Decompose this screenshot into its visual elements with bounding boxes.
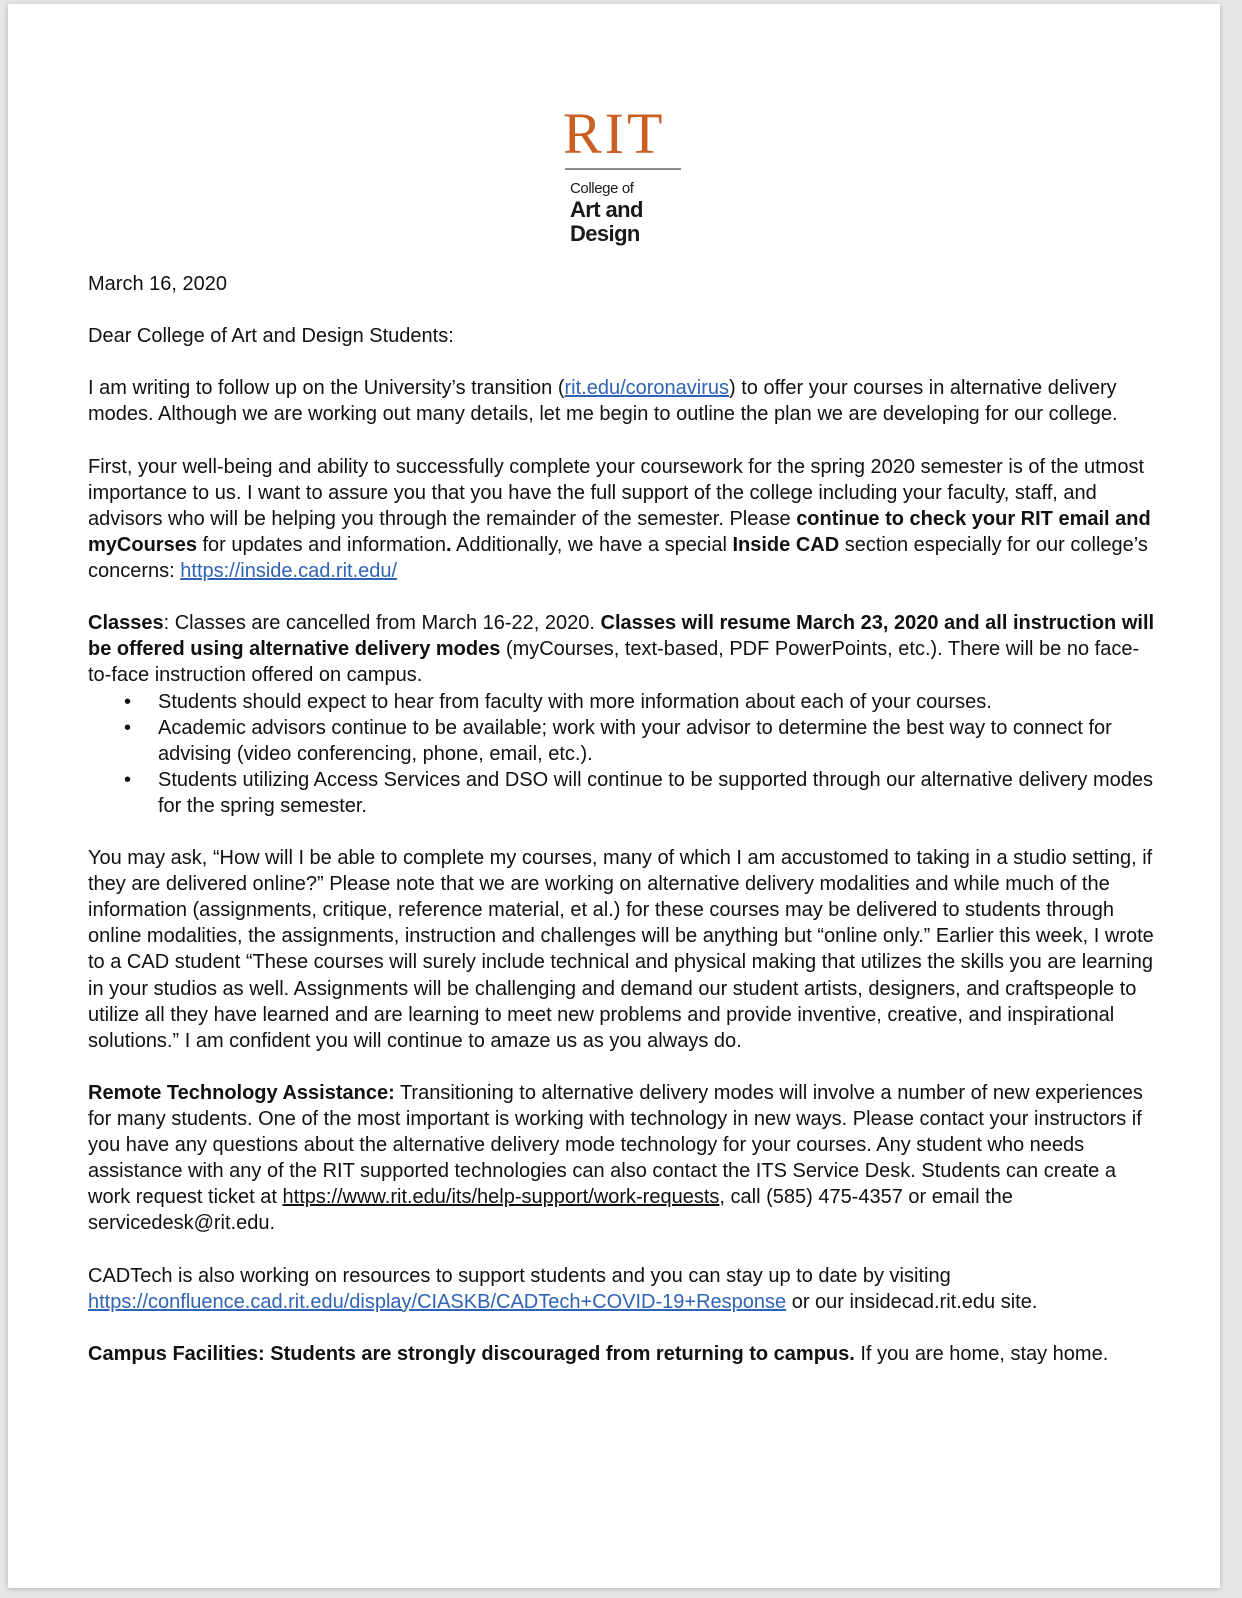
remote-tech-text-1: Transitioning to alternative delivery modes will involve a number of new experiences for many students. One of the most important is working with technology in new ways. Please contact your instructors if you have any questions about the alternative delivery mode technology for your courses. Any student who needs assistance with any of the RIT supported technologies can also contact the ITS Service Desk. Students can create a work request ticket at: [88, 1081, 1143, 1209]
intro-text-1: I am writing to follow up on the University’s transition (: [88, 377, 565, 400]
remote-tech-paragraph: [88, 1080, 1156, 1237]
support-text-4: section especially for our college’s concerns:: [88, 533, 1148, 583]
support-text-3: Additionally, we have a special: [451, 533, 733, 556]
document-page: [8, 4, 1220, 1588]
letter-salutation: Dear College of Art and Design Students:: [88, 325, 454, 348]
facilities-text: If you are home, stay home.: [854, 1342, 1109, 1365]
classes-emphasis: Classes will resume March 23, 2020 and all instruction will be offered using alternative delivery modes: [88, 612, 1155, 661]
logo-design: Design: [570, 221, 640, 246]
facilities-paragraph: [88, 1341, 1156, 1367]
remote-tech-heading: Remote Technology Assistance:: [88, 1081, 395, 1104]
support-text-1: First, your well-being and ability to successfully complete your coursework for the spring 2020 semester is of the utmost importance to us. I want to assure you that you have the full support of the college including your faculty, staff, and advisors who will be helping you through the remainder of the semester. Please: [88, 455, 1145, 530]
bullet-icon: •: [124, 716, 132, 739]
facilities-heading: Campus Facilities:: [88, 1342, 271, 1365]
list-item-text: Academic advisors continue to be available; work with your advisor to determine the best way to connect for advising (video conferencing, phone, email, etc.).: [158, 716, 1112, 765]
coronavirus-link[interactable]: rit.edu/coronavirus: [564, 377, 730, 400]
facilities-emphasis: Students are strongly discouraged from returning to campus.: [270, 1342, 855, 1365]
logo-divider: [565, 168, 681, 170]
list-item-text: Students should expect to hear from faculty with more information about each of your courses.: [158, 690, 992, 713]
classes-text-1: : Classes are cancelled from March 16-22, 2020.: [163, 612, 601, 635]
intro-paragraph: [88, 375, 1156, 427]
rit-wordmark: RIT: [563, 101, 666, 166]
list-item: [124, 715, 1156, 767]
cadtech-text-2: or our insidecad.rit.edu site.: [786, 1290, 1038, 1313]
support-emphasis-inside-cad: Inside CAD: [732, 533, 840, 556]
bullet-icon: •: [124, 690, 132, 713]
letter-body: [88, 271, 1156, 1393]
letter-date: March 16, 2020: [88, 273, 227, 295]
logo-art-and: Art and: [570, 197, 643, 222]
classes-heading: Classes: [88, 612, 164, 635]
support-emphasis-2: .: [445, 533, 452, 556]
inside-cad-link[interactable]: https://inside.cad.rit.edu/: [180, 560, 398, 583]
studio-paragraph: You may ask, “How will I be able to complete my courses, many of which I am accustomed to taking in a studio setting, if they are delivered online?” Please note that we are working on alternative delivery modalities and while much of the information (assignments, critique, reference material, et al.) for these courses may be delivered to students through online modalities, the assignments, instruction and challenges will be anything but “online only.” Earlier this week, I wrote to a CAD student “These courses will surely include technical and physical making that utilizes the skills you are learning in your studios as well. Assignments will be challenging and demand our student artists, designers, and craftspeople to utilize all they have learned and are learning to meet new problems and provide inventive, creative, and inspirational solutions.” I am confident you will continue to amaze us as you always do.: [88, 847, 1154, 1052]
logo-college-of: College of: [570, 180, 634, 197]
remote-tech-text-2: , call (585) 475-4357 or email the servicedesk@rit.edu.: [88, 1186, 1013, 1235]
list-item-text: Students utilizing Access Services and DSO will continue to be supported through our alternative delivery modes for the spring semester.: [158, 768, 1153, 817]
support-emphasis-1: continue to check your RIT email and myCourses: [88, 507, 1151, 556]
work-request-link[interactable]: https://www.rit.edu/its/help-support/work-requests: [282, 1186, 720, 1209]
list-item: [124, 767, 1156, 819]
cadtech-paragraph: [88, 1263, 1156, 1315]
classes-bullet-list: [88, 689, 1156, 819]
bullet-icon: •: [124, 768, 132, 791]
cadtech-text-1: CADTech is also working on resources to support students and you can stay up to date by visiting: [88, 1264, 951, 1287]
classes-paragraph: [88, 610, 1156, 688]
support-paragraph: [88, 454, 1156, 584]
intro-text-2: ) to offer your courses in alternative delivery modes. Although we are working out many details, let me begin to outline the plan we are developing for our college.: [88, 377, 1118, 426]
list-item: [124, 689, 1156, 715]
support-text-2: for updates and information: [196, 533, 446, 556]
rit-cad-logo: [563, 101, 685, 246]
classes-text-2: (myCourses, text-based, PDF PowerPoints, etc.). There will be no face-to-face instruction offered on campus.: [88, 638, 1140, 687]
cadtech-confluence-link[interactable]: https://confluence.cad.rit.edu/display/CIASKB/CADTech+COVID-19+Response: [88, 1290, 787, 1313]
